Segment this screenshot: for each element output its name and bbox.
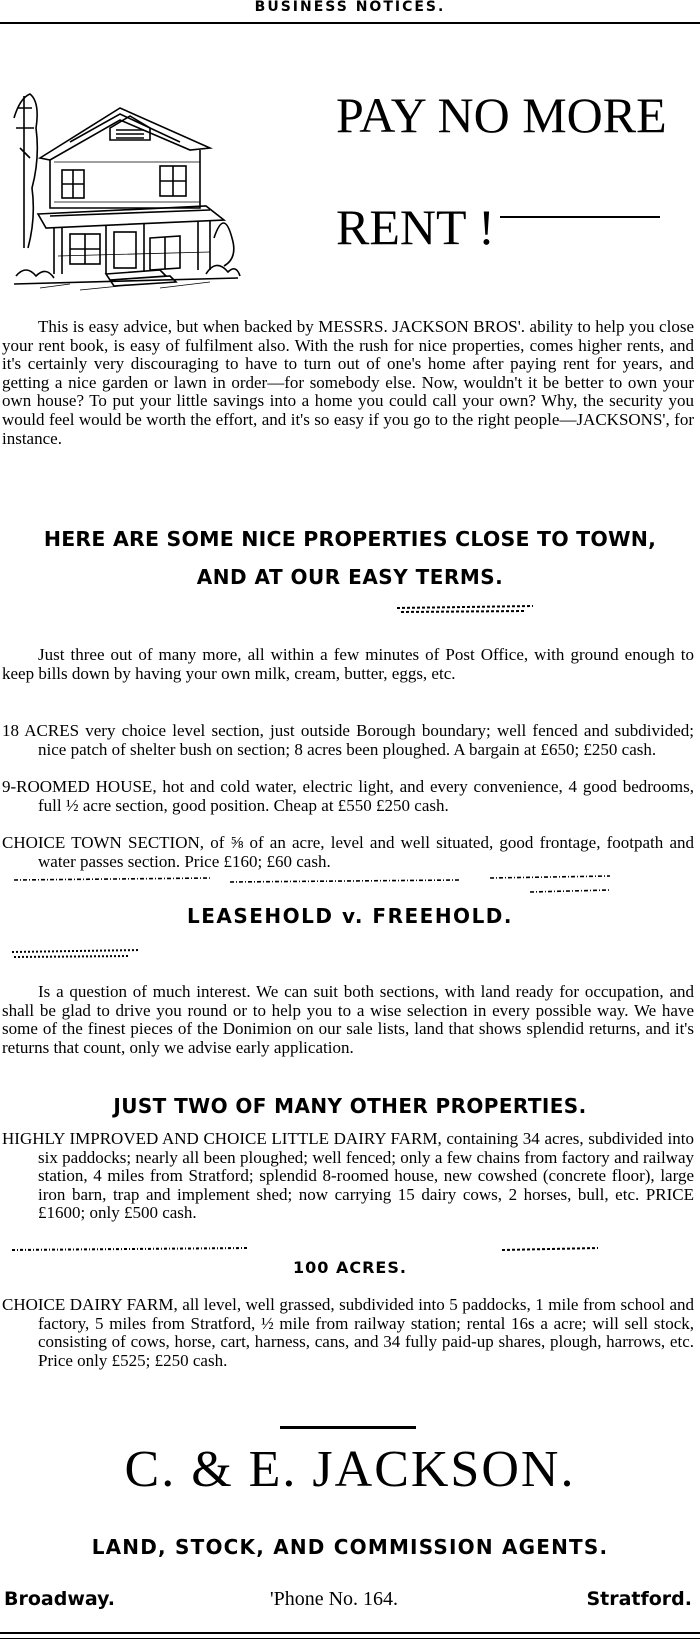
ornament-divider	[10, 944, 150, 962]
section3-heading: JUST TWO OF MANY OTHER PROPERTIES.	[113, 1094, 587, 1118]
property-item: CHOICE TOWN SECTION, of ⅝ of an acre, level and well situated, good frontage, footpath and water passes section. Price £160; £60 cash.	[2, 833, 694, 871]
property-item: 18 ACRES very choice level section, just outside Borough boundary; well fenced and subdivided; nice patch of shelter bush on section; 8 acres been ploughed. A bargain at £650; £250 cash.	[2, 721, 694, 759]
section2-heading: LEASEHOLD v. FREEHOLD.	[186, 904, 514, 928]
firm-tagline: LAND, STOCK, AND COMMISSION AGENTS.	[91, 1535, 609, 1559]
firm-name: C. & E. JACKSON.	[124, 1441, 576, 1498]
house-illustration-icon	[10, 88, 242, 294]
section1-heading-line2: AND AT OUR EASY TERMS.	[196, 565, 504, 589]
property-item: HIGHLY IMPROVED AND CHOICE LITTLE DAIRY FARM, containing 34 acres, subdivided into six paddocks; nearly all been ploughed; well fenced; only a few chains from factory and railway station, 4 miles from Stratford; splendid 8-roomed house, new cowshed (concrete floor), large iron barn, trap and implement shed; now carrying 15 dairy cows, 2 horses, bull, etc. PRICE £1600; only £500 cash.	[2, 1129, 694, 1223]
bottom-rule-thin	[0, 1638, 700, 1639]
rule-divider	[10, 1242, 250, 1258]
page-header: BUSINESS NOTICES.	[0, 0, 700, 24]
headline-line1: PAY NO MORE	[336, 87, 667, 143]
headline-line2: RENT !	[336, 199, 495, 255]
section2-paragraph: Is a question of much interest. We can suit both sections, with land ready for occupation, and shall be glad to drive you round or to help you to a wise selection in every possible way. We have some of the finest pieces of the Donimion on our sale lists, land that shows splendid returns, and it's returns that count, only we advise early application.	[2, 982, 694, 1057]
footer-location-right: Stratford.	[586, 1588, 692, 1610]
bottom-rule	[0, 1632, 700, 1634]
rule-divider	[500, 1242, 600, 1258]
footer-phone: 'Phone No. 164.	[270, 1588, 399, 1610]
section1-intro: Just three out of many more, all within a few minutes of Post Office, with ground enough to keep bills down by having your own milk, cream, butter, eggs, etc.	[2, 645, 694, 683]
intro-paragraph: This is easy advice, but when backed by MESSRS. JACKSON BROS'. ability to help you close your rent book, is easy of fulfilment also. With the rush for nice properties, comes higher rents, and it's certainly very discouraging to have to turn out of one's home after paying rent for years, and getting a nice garden or lawn in order—for somebody else. Now, wouldn't it be better to own your own house? To put your little savings into a home you could call your own? Why, the security you would feel would be worth the effort, and it's so easy if you go to the right people—JACKSONS', for instance.	[2, 317, 694, 448]
property-item: 9-ROOMED HOUSE, hot and cold water, electric light, and every convenience, 4 good bedrooms, full ½ acre section, good position. Cheap at £550 £250 cash.	[2, 777, 694, 815]
ornament-divider	[395, 600, 535, 616]
footer-location-left: Broadway.	[4, 1588, 115, 1610]
rule-divider	[10, 870, 680, 898]
headline-rule	[500, 216, 660, 218]
section3-subheading: 100 ACRES.	[293, 1258, 407, 1277]
property-item: CHOICE DAIRY FARM, all level, well grassed, subdivided into 5 paddocks, 1 mile from school and factory, 5 miles from Stratford, ½ mile from railway station; rental 16s a acre; will sell stock, consisting of cows, horse, cart, harness, cans, and 34 fully paid-up shares, plough, harrows, etc. Price only £525; £250 cash.	[2, 1295, 694, 1370]
firm-rule	[280, 1426, 416, 1429]
section1-heading-line1: HERE ARE SOME NICE PROPERTIES CLOSE TO TOWN,	[43, 527, 657, 551]
